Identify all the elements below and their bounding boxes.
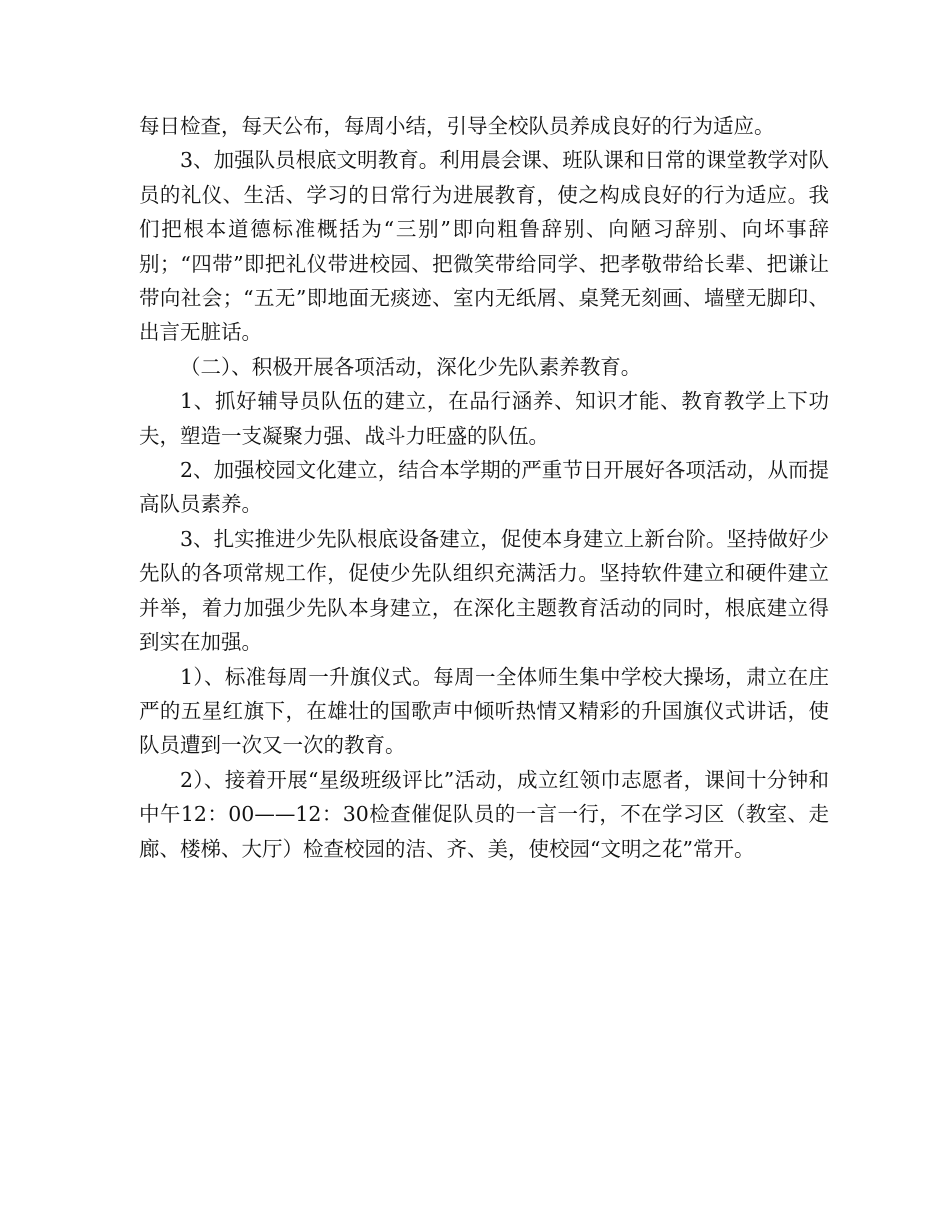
paragraph-6: 1）、标准每周一升旗仪式。每周一全体师生集中学校大操场，肃立在庄严的五星红旗下，在雄壮的国歌声中倾听热情又精彩的升国旗仪式讲话，使队员遭到一次又一次的教育。 <box>139 664 829 758</box>
document-body <box>139 109 829 866</box>
paragraph-4: 2、加强校园文化建立，结合本学期的严重节日开展好各项活动，从而提高队员素养。 <box>139 458 829 517</box>
paragraph-3: 1、抓好辅导员队伍的建立，在品行涵养、知识才能、教育教学上下功夫，塑造一支凝聚力强、战斗力旺盛的队伍。 <box>139 389 829 448</box>
section-heading-2: （二）、积极开展各项活动，深化少先队素养教育。 <box>180 354 642 379</box>
paragraph-7: 2）、接着开展“星级班级评比”活动，成立红领巾志愿者，课间十分钟和中午12：00——12：30检查催促队员的一言一行，不在学习区（教室、走廊、楼梯、大厅）检查校园的洁、齐、美，使校园“文明之花”常开。 <box>139 767 829 861</box>
paragraph-1: 每日检查，每天公布，每周小结，引导全校队员养成良好的行为适应。 <box>139 114 775 138</box>
paragraph-2: 3、加强队员根底文明教育。利用晨会课、班队课和日常的课堂教学对队员的礼仪、生活、学习的日常行为进展教育，使之构成良好的行为适应。我们把根本道德标准概括为“三别”即向粗鲁辞别、向陋习辞别、向坏事辞别；“四带”即把礼仪带进校园、把微笑带给同学、把孝敬带给长辈、把谦让带向社会；“五无”即地面无痰迹、室内无纸屑、桌凳无刻画、墙壁无脚印、出言无脏话。 <box>139 148 829 345</box>
paragraph-5: 3、扎实推进少先队根底设备建立，促使本身建立上新台阶。坚持做好少先队的各项常规工作，促使少先队组织充满活力。坚持软件建立和硬件建立并举，着力加强少先队本身建立，在深化主题教育活动的同时，根底建立得到实在加强。 <box>139 526 829 655</box>
